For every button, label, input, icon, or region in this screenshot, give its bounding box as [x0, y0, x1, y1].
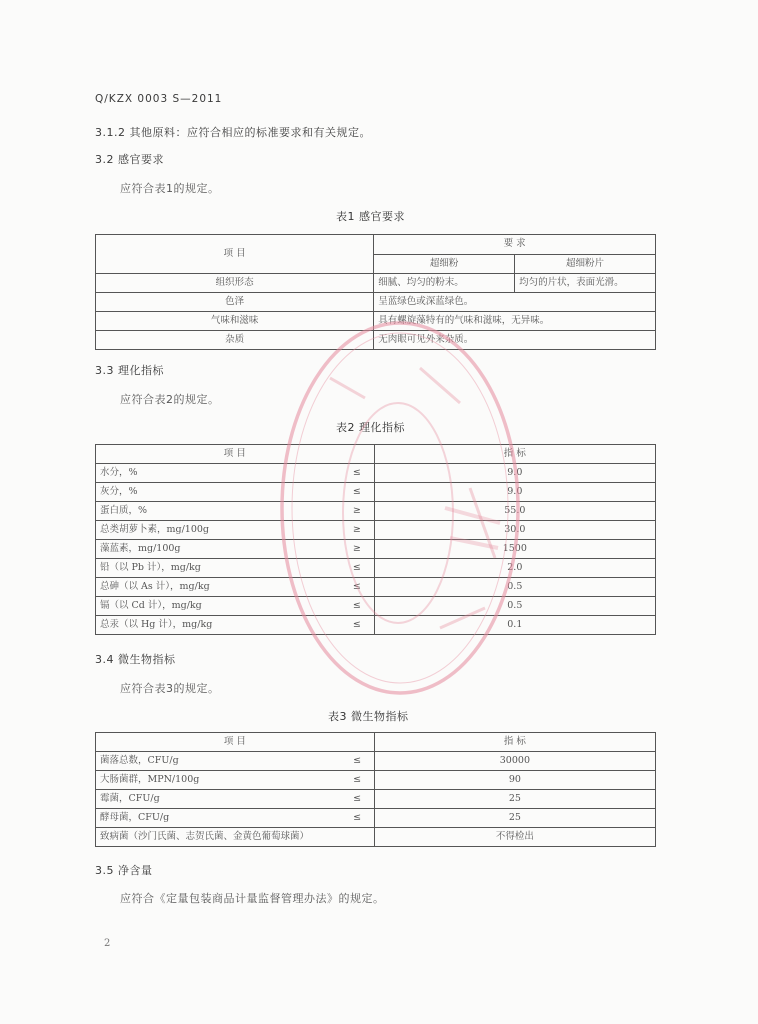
table2-row-value: 1500	[374, 540, 655, 559]
table-row	[96, 616, 656, 635]
table-row	[96, 464, 656, 483]
table3-row-operator: ≤	[340, 790, 374, 809]
page-number: 2	[104, 938, 111, 949]
table3-row-value: 25	[374, 790, 655, 809]
table3-row-value: 不得检出	[374, 828, 655, 847]
table2-row-operator: ≤	[340, 559, 374, 578]
table1-row-value: 细腻、均匀的粉末。	[374, 274, 515, 293]
table-row	[96, 828, 656, 847]
table2-row-item: 水分，%	[96, 464, 341, 483]
table-row	[96, 752, 656, 771]
sensory-table	[95, 234, 656, 350]
table2-row-item: 总类胡萝卜素，mg/100g	[96, 521, 341, 540]
table2-row-item: 镉（以 Cd 计），mg/kg	[96, 597, 341, 616]
table-row	[96, 790, 656, 809]
table-row	[96, 809, 656, 828]
table1-sub-2: 超细粉片	[515, 254, 656, 274]
section-3-4-para: 应符合表3的规定。	[120, 682, 220, 695]
microbial-table	[95, 732, 656, 847]
table2-row-item: 藻蓝素，mg/100g	[96, 540, 341, 559]
table3-row-item: 菌落总数，CFU/g	[96, 752, 341, 771]
table-row	[96, 578, 656, 597]
section-3-5-para: 应符合《定量包装商品计量监督管理办法》的规定。	[120, 892, 385, 905]
table2-row-value: 55.0	[374, 502, 655, 521]
table2-row-operator: ≤	[340, 597, 374, 616]
table-row	[96, 521, 656, 540]
table2-row-operator: ≤	[340, 464, 374, 483]
table-row	[96, 771, 656, 790]
table1-row-value: 均匀的片状，表面光滑。	[515, 274, 656, 293]
table1-row-value: 无肉眼可见外来杂质。	[374, 331, 656, 350]
section-3-1-2: 3.1.2 其他原料：应符合相应的标准要求和有关规定。	[95, 126, 371, 139]
document-code: Q/KZX 0003 S—2011	[95, 93, 223, 105]
table2-row-value: 0.1	[374, 616, 655, 635]
section-3-2-heading: 3.2 感官要求	[95, 153, 164, 166]
table2-row-item: 灰分，%	[96, 483, 341, 502]
table1-head-item: 项 目	[96, 235, 374, 274]
section-3-5-heading: 3.5 净含量	[95, 864, 153, 877]
table-row	[96, 559, 656, 578]
table-row	[96, 597, 656, 616]
section-3-3-para: 应符合表2的规定。	[120, 393, 220, 406]
table1-sub-1: 超细粉	[374, 254, 515, 274]
table3-row-item: 致病菌（沙门氏菌、志贺氏菌、金黄色葡萄球菌）	[96, 828, 375, 847]
table3-row-operator: ≤	[340, 752, 374, 771]
table2-row-item: 总汞（以 Hg 计），mg/kg	[96, 616, 341, 635]
table1-caption: 表1 感官要求	[336, 210, 405, 223]
table2-row-value: 30.0	[374, 521, 655, 540]
section-3-3-heading: 3.3 理化指标	[95, 364, 164, 377]
table3-caption: 表3 微生物指标	[328, 710, 409, 723]
table3-head-val: 指 标	[374, 733, 655, 752]
table1-row-item: 色泽	[96, 293, 374, 312]
table2-row-operator: ≥	[340, 502, 374, 521]
table1-head-req: 要 求	[374, 235, 656, 255]
table2-row-value: 9.0	[374, 483, 655, 502]
table3-row-value: 25	[374, 809, 655, 828]
table2-row-value: 9.0	[374, 464, 655, 483]
table2-row-value: 0.5	[374, 578, 655, 597]
table2-row-operator: ≤	[340, 483, 374, 502]
table2-row-value: 0.5	[374, 597, 655, 616]
table1-row-item: 气味和滋味	[96, 312, 374, 331]
table-row	[96, 502, 656, 521]
section-3-4-heading: 3.4 微生物指标	[95, 653, 176, 666]
section-3-2-para: 应符合表1的规定。	[120, 182, 220, 195]
table2-row-item: 铅（以 Pb 计），mg/kg	[96, 559, 341, 578]
table3-row-operator: ≤	[340, 809, 374, 828]
table3-row-value: 90	[374, 771, 655, 790]
table2-head-item: 项 目	[96, 445, 375, 464]
table2-caption: 表2 理化指标	[336, 421, 405, 434]
table-row	[96, 312, 656, 331]
table2-row-item: 蛋白质，%	[96, 502, 341, 521]
table-row	[96, 331, 656, 350]
table-row	[96, 483, 656, 502]
table3-row-item: 霉菌，CFU/g	[96, 790, 341, 809]
table-row	[96, 540, 656, 559]
physchem-table	[95, 444, 656, 635]
table-row	[96, 274, 656, 293]
table1-row-item: 组织形态	[96, 274, 374, 293]
table2-row-operator: ≥	[340, 540, 374, 559]
table2-row-item: 总砷（以 As 计），mg/kg	[96, 578, 341, 597]
table-row	[96, 293, 656, 312]
table1-row-item: 杂质	[96, 331, 374, 350]
table2-row-operator: ≤	[340, 578, 374, 597]
table2-row-value: 2.0	[374, 559, 655, 578]
table3-row-operator: ≤	[340, 771, 374, 790]
table3-row-value: 30000	[374, 752, 655, 771]
table1-row-value: 呈蓝绿色或深蓝绿色。	[374, 293, 656, 312]
table3-head-item: 项 目	[96, 733, 375, 752]
table2-head-val: 指 标	[374, 445, 655, 464]
table1-row-value: 具有螺旋藻特有的气味和滋味，无异味。	[374, 312, 656, 331]
table3-row-item: 大肠菌群，MPN/100g	[96, 771, 341, 790]
table3-row-item: 酵母菌，CFU/g	[96, 809, 341, 828]
table2-row-operator: ≤	[340, 616, 374, 635]
table2-row-operator: ≥	[340, 521, 374, 540]
